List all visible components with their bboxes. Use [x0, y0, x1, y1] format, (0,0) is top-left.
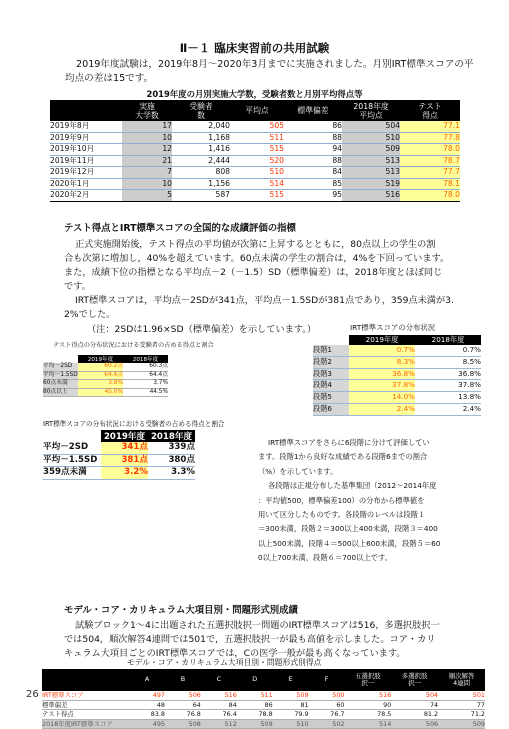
test-score-cell: 77.1 [400, 121, 460, 132]
table-row [313, 392, 481, 404]
core-header-8: 順次解答 4連問 [438, 669, 485, 691]
month-cell: 2020年2月 [50, 190, 122, 202]
stage-label: 段階3 [313, 368, 349, 380]
test-score-cell: 77.8 [400, 132, 460, 144]
table-row [313, 356, 481, 368]
core-header-2: C [201, 669, 237, 691]
para2-line-3: また，成績下位の指標となる平均点－2（－1.5）SD（標準偏差）は，2018年度とほぼ同じ [64, 267, 443, 278]
test-score-cell: 78.0 [400, 190, 460, 202]
value-cell: 509 [438, 719, 485, 729]
table-row [313, 403, 481, 415]
core-header-5: F [309, 669, 345, 691]
value-cell: 76.8 [165, 710, 201, 720]
para2-line-1: 正式実施開始後，テスト得点の平均値が次第に上昇するとともに，80点以上の学生の割 [75, 239, 436, 250]
intro-line-2: 均点の差は15です。 [65, 73, 154, 84]
examinee-count-cell: 2,040 [172, 121, 230, 132]
value-cell: 71.2 [438, 710, 485, 720]
test-dist-header-2018: 2018年度 [123, 355, 168, 363]
sd-cell: 88 [284, 155, 342, 167]
value-2019: 64.4点 [78, 371, 123, 380]
prev-average-cell: 519 [342, 178, 400, 190]
row-label: 平均－1.5SD [43, 371, 78, 380]
table-row [42, 691, 485, 700]
table-row [43, 388, 168, 397]
value-2018: 44.5% [123, 388, 168, 397]
irt-sd-table [43, 430, 195, 480]
row-label: 60点未満 [43, 380, 78, 389]
irt-dist-header-2018: 2018年度 [415, 335, 481, 345]
table-row [43, 454, 195, 467]
core-header-3: D [237, 669, 273, 691]
monthly-header-prev: 2018年度 平均点 [342, 100, 400, 121]
para2-line-5: IRT標準スコアは，平均点－2SDが341点，平均点－1.5SDが381点であり，359点未満が3. [75, 295, 454, 306]
value-cell: 509 [273, 691, 309, 700]
core-header-1: B [165, 669, 201, 691]
month-cell: 2019年11月 [50, 155, 122, 167]
test-dist-header-2019: 2019年度 [78, 355, 123, 363]
para2-line-6: 2%でした。 [64, 309, 116, 320]
stage-text-7: ＝300未満，段階２＝300以上400未満，段階３＝400 [258, 524, 438, 534]
prev-average-cell: 509 [342, 144, 400, 156]
value-2018: 8.5% [415, 356, 481, 368]
month-cell: 2019年9月 [50, 132, 122, 144]
table-row [50, 121, 460, 132]
intro-line-1: 2019年度試験は，2019年8月～2020年3月までに実施されました。月別IRT標準スコアの平 [76, 59, 474, 70]
table-row [50, 167, 460, 179]
value-cell: 81.2 [391, 710, 438, 720]
test-score-cell: 78.1 [400, 178, 460, 190]
univ-count-cell: 21 [122, 155, 172, 167]
sd-cell: 84 [284, 167, 342, 179]
core-header-7: 多選択肢 択一 [391, 669, 438, 691]
value-2018: 13.8% [415, 392, 481, 404]
stage-text-9: 0以上700未満，段階６＝700以上です。 [258, 553, 393, 563]
value-2018: 37.8% [415, 380, 481, 392]
para3-line-2: では504，順次解答4連問では501で，五選択肢択一が最も高値を示しました。コア・カリ [64, 634, 436, 645]
para2-line-4: です。 [64, 281, 91, 292]
value-cell: 90 [345, 700, 392, 710]
average-cell: 514 [230, 178, 284, 190]
core-header-0: A [129, 669, 165, 691]
value-2019: 60.2点 [78, 363, 123, 371]
value-2018: 64.4点 [123, 371, 168, 380]
table-row [313, 345, 481, 356]
table-row [43, 467, 195, 480]
table-row [43, 363, 168, 371]
univ-count-cell: 17 [122, 121, 172, 132]
examinee-count-cell: 808 [172, 167, 230, 179]
stage-text-2: ます。段階1から良好な成績である段階6までの割合 [258, 452, 428, 462]
value-2019: 341点 [101, 442, 148, 454]
core-header-4: E [273, 669, 309, 691]
table-row [43, 380, 168, 389]
month-cell: 2019年10月 [50, 144, 122, 156]
univ-count-cell: 5 [122, 190, 172, 202]
table-row [50, 144, 460, 156]
irt-dist-table [313, 335, 481, 416]
value-cell: 516 [201, 691, 237, 700]
stage-text-8: 以上500未満，段階４＝500以上600未満，段階５＝60 [258, 538, 441, 548]
test-dist-caption: テスト得点の分布状況における受験者の占める得点と割合 [53, 342, 214, 349]
value-2019: 381点 [101, 454, 148, 467]
row-label: 標準偏差 [42, 700, 129, 710]
monthly-header-n: 受験者 数 [172, 100, 230, 121]
para3-line-3: キュラム大項目ごとのIRT標準スコアでは，Cの医学一般が最も高くなっています。 [64, 648, 406, 659]
value-2018: 3.7% [123, 380, 168, 389]
examinee-count-cell: 1,156 [172, 178, 230, 190]
test-dist-table [43, 355, 168, 397]
value-2019: 3.8% [78, 380, 123, 389]
row-label: テスト得点 [42, 710, 129, 720]
table-row [42, 700, 485, 710]
value-cell: 79.9 [273, 710, 309, 720]
core-table [42, 669, 485, 729]
value-2018: 380点 [148, 454, 195, 467]
average-cell: 511 [230, 132, 284, 144]
irt-dist-header-2019: 2019年度 [349, 335, 415, 345]
month-cell: 2019年12月 [50, 167, 122, 179]
monthly-header-sd: 標準偏差 [284, 100, 342, 121]
univ-count-cell: 7 [122, 167, 172, 179]
table-row [50, 178, 460, 190]
table-row [42, 719, 485, 729]
table-row [313, 380, 481, 392]
value-2019: 2.4% [349, 403, 415, 415]
value-cell: 48 [129, 700, 165, 710]
table-row [50, 132, 460, 144]
test-dist-header-blank [43, 355, 78, 363]
row-label: 平均－2SD [43, 363, 78, 371]
irt-sd-header-blank [43, 430, 101, 442]
sd-cell: 85 [284, 178, 342, 190]
value-cell: 508 [165, 719, 201, 729]
monthly-header-blank [50, 100, 122, 121]
section-title: Ⅱ－１ 臨床実習前の共用試験 [179, 41, 330, 55]
table-row [43, 371, 168, 380]
prev-average-cell: 516 [342, 190, 400, 202]
stage-label: 段階2 [313, 356, 349, 368]
core-header-blank [42, 669, 129, 691]
stage-label: 段階1 [313, 345, 349, 356]
table-row [50, 155, 460, 167]
examinee-count-cell: 587 [172, 190, 230, 202]
month-cell: 2020年1月 [50, 178, 122, 190]
row-label: 平均－1.5SD [43, 454, 101, 467]
row-label: 359点未満 [43, 467, 101, 480]
prev-average-cell: 513 [342, 155, 400, 167]
stage-label: 段階5 [313, 392, 349, 404]
value-cell: 501 [438, 691, 485, 700]
monthly-table-caption: 2019年度の月別実施大学数，受験者数と月別平均得点等 [146, 89, 363, 99]
row-label: 2018年度IRT標準スコア [42, 719, 129, 729]
irt-sd-header-2019: 2019年度 [101, 430, 148, 442]
value-cell: 64 [165, 700, 201, 710]
value-cell: 509 [237, 719, 273, 729]
para2-line-2: 合も次第に増加し，40%を超えています。60点未満の学生の割合は，4%を下回っています。 [64, 253, 450, 264]
irt-sd-header-2018: 2018年度 [148, 430, 195, 442]
value-cell: 74 [391, 700, 438, 710]
para3-line-1: 試験ブロック1～4に出題された五選択肢択一問題のIRT標準スコアは516，多選択肢択一 [75, 620, 440, 631]
value-cell: 502 [309, 719, 345, 729]
value-cell: 78.8 [237, 710, 273, 720]
value-cell: 510 [273, 719, 309, 729]
stage-text-6: 用いて区分したものです。各段階のレベルは段階１ [258, 510, 426, 520]
value-cell: 516 [345, 691, 392, 700]
table-row [50, 190, 460, 202]
value-cell: 511 [237, 691, 273, 700]
sd-cell: 94 [284, 144, 342, 156]
page-number: 26 [26, 689, 39, 700]
month-cell: 2019年8月 [50, 121, 122, 132]
value-2018: 0.7% [415, 345, 481, 356]
stage-text-4: 各段階は正規分布した基準集団（2012～2014年度 [268, 481, 437, 491]
value-cell: 504 [391, 691, 438, 700]
monthly-table [50, 100, 460, 202]
value-cell: 76.7 [309, 710, 345, 720]
value-2018: 36.8% [415, 368, 481, 380]
core-table-caption: モデル・コア・カリキュラム大項目別・問題形式別得点 [127, 658, 322, 667]
value-cell: 84 [201, 700, 237, 710]
value-2019: 36.8% [349, 368, 415, 380]
value-cell: 506 [391, 719, 438, 729]
value-2018: 60.3点 [123, 363, 168, 371]
prev-average-cell: 510 [342, 132, 400, 144]
sd-cell: 88 [284, 132, 342, 144]
value-2019: 45.0% [78, 388, 123, 397]
value-cell: 83.8 [129, 710, 165, 720]
value-cell: 497 [129, 691, 165, 700]
prev-average-cell: 513 [342, 167, 400, 179]
irt-sd-caption: IRT標準スコアの分布状況における受験者の占める得点と割合 [43, 420, 225, 428]
stage-text-3: （%）を示しています。 [258, 466, 338, 476]
table-row [43, 442, 195, 454]
table-row [42, 710, 485, 720]
value-cell: 78.5 [345, 710, 392, 720]
monthly-header-avg: 平均点 [230, 100, 284, 121]
irt-dist-caption: IRT標準スコアの分布状況 [350, 323, 436, 332]
para2-note: （注：2SDは1.96×SD（標準偏差）を示しています。） [87, 324, 317, 335]
univ-count-cell: 12 [122, 144, 172, 156]
examinee-count-cell: 1,168 [172, 132, 230, 144]
monthly-header-test: テスト 得点 [400, 100, 460, 121]
row-label: 80点以上 [43, 388, 78, 397]
value-2018: 2.4% [415, 403, 481, 415]
monthly-header-univ: 実施 大学数 [122, 100, 172, 121]
row-label: IRT標準スコア [42, 691, 129, 700]
value-2019: 14.0% [349, 392, 415, 404]
prev-average-cell: 504 [342, 121, 400, 132]
value-2019: 8.3% [349, 356, 415, 368]
average-cell: 515 [230, 190, 284, 202]
core-header-6: 五選択肢 択一 [345, 669, 392, 691]
value-2019: 37.8% [349, 380, 415, 392]
value-cell: 60 [309, 700, 345, 710]
value-cell: 77 [438, 700, 485, 710]
stage-text-5: ：平均値500，標準偏差100）の分布から標準値を [258, 495, 425, 505]
row-label: 平均－2SD [43, 442, 101, 454]
average-cell: 510 [230, 167, 284, 179]
stage-explanation [258, 436, 440, 566]
univ-count-cell: 10 [122, 178, 172, 190]
value-cell: 512 [201, 719, 237, 729]
stage-text-1: IRT標準スコアをさらに6段階に分けて評価してい [268, 438, 430, 447]
test-score-cell: 77.7 [400, 167, 460, 179]
table-row [313, 368, 481, 380]
average-cell: 515 [230, 144, 284, 156]
sd-cell: 95 [284, 190, 342, 202]
stage-label: 段階4 [313, 380, 349, 392]
value-2018: 339点 [148, 442, 195, 454]
value-cell: 506 [165, 691, 201, 700]
univ-count-cell: 10 [122, 132, 172, 144]
test-score-cell: 78.0 [400, 144, 460, 156]
examinee-count-cell: 1,416 [172, 144, 230, 156]
examinee-count-cell: 2,444 [172, 155, 230, 167]
heading-core-curriculum: モデル・コア・カリキュラム大項目別・問題形式別成績 [64, 605, 298, 616]
stage-label: 段階6 [313, 403, 349, 415]
sd-cell: 86 [284, 121, 342, 132]
test-score-cell: 78.7 [400, 155, 460, 167]
average-cell: 520 [230, 155, 284, 167]
value-cell: 76.4 [201, 710, 237, 720]
value-cell: 81 [273, 700, 309, 710]
value-cell: 86 [237, 700, 273, 710]
value-cell: 495 [129, 719, 165, 729]
value-cell: 514 [345, 719, 392, 729]
average-cell: 505 [230, 121, 284, 132]
value-2018: 3.3% [148, 467, 195, 480]
irt-dist-header-blank [313, 335, 349, 345]
value-2019: 0.7% [349, 345, 415, 356]
value-cell: 500 [309, 691, 345, 700]
heading-indicators: テスト得点とIRT標準スコアの全国的な成績評価の指標 [64, 223, 296, 234]
value-2019: 3.2% [101, 467, 148, 480]
